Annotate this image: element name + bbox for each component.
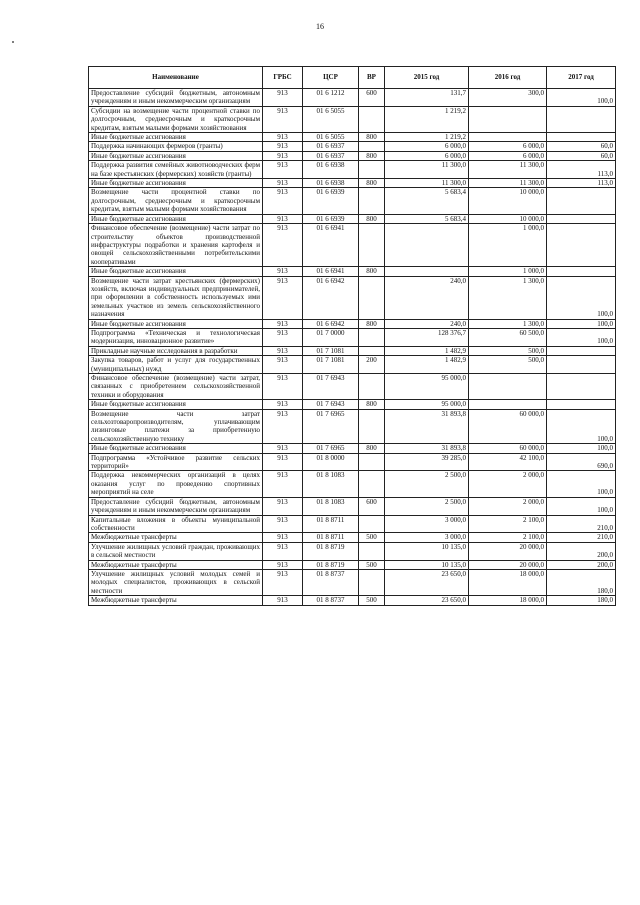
cell-name: Иные бюджетные ассигнования [89,214,263,223]
cell-2015: 128 376,7 [385,328,469,346]
cell-name: Возмещение части процентной ставки по долгосрочным, среднесрочным и краткосрочным кредитам, взятым малыми формами хозяйствования [89,188,263,214]
cell-2016: 2 100,0 [469,533,547,542]
cell-2016: 1 000,0 [469,267,547,276]
cell-2016: 300,0 [469,89,547,107]
cell-2017 [547,214,616,223]
cell-grbs: 913 [263,133,303,142]
cell-vr: 200 [359,356,385,374]
cell-csr: 01 6 1212 [303,89,359,107]
cell-csr: 01 6 6938 [303,161,359,179]
cell-vr: 500 [359,596,385,605]
table-row [89,497,616,515]
cell-name: Иные бюджетные ассигнования [89,444,263,453]
table-row [89,328,616,346]
header-2017: 2017 год [547,67,616,89]
cell-2016: 1 300,0 [469,319,547,328]
cell-csr: 01 6 6937 [303,142,359,151]
cell-csr: 01 7 6943 [303,374,359,400]
cell-2016 [469,106,547,132]
cell-2017: 100,0 [547,328,616,346]
cell-2016: 2 000,0 [469,471,547,497]
cell-grbs: 913 [263,106,303,132]
budget-table [88,66,616,606]
cell-2017 [547,374,616,400]
cell-2016: 60 000,0 [469,444,547,453]
cell-grbs: 913 [263,409,303,444]
cell-name: Межбюджетные трансферты [89,533,263,542]
cell-name: Прикладные научные исследования в разработки [89,346,263,355]
cell-2015 [385,267,469,276]
cell-name: Иные бюджетные ассигнования [89,133,263,142]
cell-2016: 11 300,0 [469,161,547,179]
table-row [89,319,616,328]
cell-grbs: 913 [263,400,303,409]
cell-csr: 01 6 6942 [303,276,359,319]
header-vr: ВР [359,67,385,89]
cell-2015: 240,0 [385,276,469,319]
cell-2017: 100,0 [547,444,616,453]
cell-2016: 6 000,0 [469,142,547,151]
cell-grbs: 913 [263,356,303,374]
cell-csr: 01 6 6939 [303,188,359,214]
cell-vr: 600 [359,497,385,515]
cell-2017 [547,400,616,409]
table-row [89,89,616,107]
cell-2016 [469,133,547,142]
cell-csr: 01 7 6965 [303,444,359,453]
cell-2015: 240,0 [385,319,469,328]
cell-2016: 60 000,0 [469,409,547,444]
cell-vr [359,106,385,132]
cell-name: Предоставление субсидий бюджетным, автономным учреждениям и иным некоммерческим организациям [89,497,263,515]
cell-2016: 500,0 [469,346,547,355]
cell-2017 [547,346,616,355]
cell-name: Иные бюджетные ассигнования [89,179,263,188]
cell-grbs: 913 [263,267,303,276]
cell-vr: 800 [359,133,385,142]
cell-2015: 11 300,0 [385,161,469,179]
cell-csr: 01 7 6943 [303,400,359,409]
cell-2016: 20 000,0 [469,560,547,569]
cell-grbs: 913 [263,444,303,453]
cell-csr: 01 7 0000 [303,328,359,346]
cell-vr [359,569,385,595]
cell-grbs: 913 [263,569,303,595]
cell-vr [359,471,385,497]
cell-vr [359,346,385,355]
cell-grbs: 913 [263,596,303,605]
cell-csr: 01 6 6941 [303,224,359,267]
header-grbs: ГРБС [263,67,303,89]
cell-2016: 10 000,0 [469,188,547,214]
cell-vr [359,188,385,214]
cell-2015: 23 650,0 [385,569,469,595]
cell-csr: 01 6 6941 [303,267,359,276]
cell-2015: 10 135,0 [385,560,469,569]
cell-csr: 01 8 1083 [303,497,359,515]
cell-2015: 31 893,8 [385,409,469,444]
cell-vr: 800 [359,179,385,188]
cell-2016: 1 000,0 [469,224,547,267]
cell-2016: 11 300,0 [469,179,547,188]
cell-2017: 180,0 [547,596,616,605]
cell-2017: 60,0 [547,151,616,160]
cell-vr [359,542,385,560]
cell-2015: 131,7 [385,89,469,107]
cell-grbs: 913 [263,151,303,160]
cell-grbs: 913 [263,346,303,355]
cell-name: Капитальные вложения в объекты муниципальной собственности [89,515,263,533]
cell-2015: 5 683,4 [385,214,469,223]
cell-vr: 800 [359,151,385,160]
header-2015: 2015 год [385,67,469,89]
cell-2017: 200,0 [547,560,616,569]
cell-2015: 95 000,0 [385,400,469,409]
cell-csr: 01 8 8719 [303,542,359,560]
cell-name: Возмещение части затрат крестьянских (фермерских) хозяйств, включая индивидуальных предпринимателей, при оформлении в собственность используемых ими земельных участков из земель сельскохозяйственного назначения [89,276,263,319]
cell-2015: 1 219,2 [385,133,469,142]
cell-vr [359,142,385,151]
cell-2017: 100,0 [547,276,616,319]
cell-2016: 18 000,0 [469,596,547,605]
cell-2017 [547,267,616,276]
cell-name: Иные бюджетные ассигнования [89,400,263,409]
cell-csr: 01 6 6937 [303,151,359,160]
cell-2017: 210,0 [547,515,616,533]
table-row [89,276,616,319]
cell-name: Субсидии на возмещение части процентной ставки по долгосрочным, среднесрочным и краткосрочным кредитам, взятым малыми формами хозяйствования [89,106,263,132]
cell-2016: 1 300,0 [469,276,547,319]
cell-vr: 500 [359,533,385,542]
scan-speck [12,41,14,43]
cell-2015: 1 482,9 [385,356,469,374]
cell-vr: 500 [359,560,385,569]
cell-2017: 100,0 [547,89,616,107]
table-row [89,161,616,179]
cell-2016: 20 000,0 [469,542,547,560]
table-row [89,560,616,569]
cell-2017: 210,0 [547,533,616,542]
cell-csr: 01 6 6939 [303,214,359,223]
cell-grbs: 913 [263,142,303,151]
cell-2017: 100,0 [547,319,616,328]
cell-2015: 2 500,0 [385,471,469,497]
cell-name: Иные бюджетные ассигнования [89,267,263,276]
table-row [89,188,616,214]
cell-2016: 6 000,0 [469,151,547,160]
table-row [89,224,616,267]
cell-grbs: 913 [263,497,303,515]
cell-grbs: 913 [263,374,303,400]
cell-vr: 800 [359,319,385,328]
cell-csr: 01 8 8711 [303,533,359,542]
cell-csr: 01 8 8737 [303,569,359,595]
table-row [89,453,616,471]
cell-vr [359,453,385,471]
cell-2016: 18 000,0 [469,569,547,595]
cell-2015: 23 650,0 [385,596,469,605]
cell-2017 [547,106,616,132]
cell-vr [359,161,385,179]
cell-grbs: 913 [263,89,303,107]
cell-vr [359,515,385,533]
cell-grbs: 913 [263,471,303,497]
cell-2017: 180,0 [547,569,616,595]
table-row [89,542,616,560]
cell-2015: 3 000,0 [385,533,469,542]
cell-vr [359,374,385,400]
table-row [89,106,616,132]
cell-name: Межбюджетные трансферты [89,560,263,569]
cell-vr [359,224,385,267]
cell-csr: 01 7 1081 [303,356,359,374]
table-row [89,133,616,142]
cell-2016 [469,374,547,400]
cell-grbs: 913 [263,224,303,267]
cell-csr: 01 8 0000 [303,453,359,471]
cell-2015: 10 135,0 [385,542,469,560]
cell-grbs: 913 [263,276,303,319]
table-row [89,346,616,355]
cell-name: Поддержка начинающих фермеров (гранты) [89,142,263,151]
cell-grbs: 913 [263,319,303,328]
table-row [89,374,616,400]
cell-2017: 113,0 [547,161,616,179]
cell-name: Улучшение жилищных условий молодых семей и молодых специалистов, проживающих в сельской местности [89,569,263,595]
cell-grbs: 913 [263,161,303,179]
cell-vr: 800 [359,267,385,276]
table-row [89,471,616,497]
header-name: Наименование [89,67,263,89]
table-row [89,533,616,542]
table-row [89,596,616,605]
cell-grbs: 913 [263,214,303,223]
cell-2017: 100,0 [547,409,616,444]
table-row [89,515,616,533]
table-row [89,356,616,374]
cell-2017: 100,0 [547,471,616,497]
table-row [89,569,616,595]
cell-name: Предоставление субсидий бюджетным, автономным учреждениям и иным некоммерческим организациям [89,89,263,107]
table-row [89,151,616,160]
cell-2015: 95 000,0 [385,374,469,400]
cell-2017 [547,356,616,374]
cell-csr: 01 8 8711 [303,515,359,533]
cell-grbs: 913 [263,533,303,542]
cell-csr: 01 6 6938 [303,179,359,188]
table-row [89,409,616,444]
cell-csr: 01 8 8719 [303,560,359,569]
cell-name: Возмещение части затрат сельхозтоваропроизводителям, уплачивающим лизинговые платежи за приобретенную сельскохозяйственную технику [89,409,263,444]
header-csr: ЦСР [303,67,359,89]
cell-vr [359,328,385,346]
cell-2016: 2 000,0 [469,497,547,515]
cell-vr: 800 [359,214,385,223]
cell-name: Финансовое обеспечение (возмещение) части затрат, связанных с приобретением сельскохозяйственной техники и оборудования [89,374,263,400]
table-row [89,179,616,188]
cell-2015: 6 000,0 [385,151,469,160]
cell-csr: 01 7 6965 [303,409,359,444]
table-row [89,142,616,151]
cell-2015: 5 683,4 [385,188,469,214]
cell-name: Поддержка развития семейных животноводческих ферм на базе крестьянских (фермерских) хозяйств (гранты) [89,161,263,179]
cell-2017 [547,224,616,267]
cell-2017: 100,0 [547,497,616,515]
table-row [89,444,616,453]
cell-2015: 31 893,8 [385,444,469,453]
cell-2016: 500,0 [469,356,547,374]
cell-2015: 39 285,0 [385,453,469,471]
cell-name: Улучшение жилищных условий граждан, проживающих в сельской местности [89,542,263,560]
cell-2015 [385,224,469,267]
cell-grbs: 913 [263,179,303,188]
cell-2016: 42 100,0 [469,453,547,471]
cell-2015: 2 500,0 [385,497,469,515]
cell-2015: 11 300,0 [385,179,469,188]
cell-vr: 600 [359,89,385,107]
cell-2016 [469,400,547,409]
cell-name: Финансовое обеспечение (возмещение) части затрат по строительству объектов производственной инфраструктуры подработки и хранения картофеля и овощей сельскохозяйственными потребительскими кооперативами [89,224,263,267]
table-row [89,214,616,223]
table-row [89,267,616,276]
cell-vr: 800 [359,400,385,409]
cell-grbs: 913 [263,453,303,471]
table-row [89,400,616,409]
cell-name: Межбюджетные трансферты [89,596,263,605]
cell-name: Иные бюджетные ассигнования [89,151,263,160]
cell-csr: 01 6 6942 [303,319,359,328]
cell-grbs: 913 [263,542,303,560]
cell-name: Закупка товаров, работ и услуг для государственных (муниципальных) нужд [89,356,263,374]
cell-csr: 01 8 8737 [303,596,359,605]
cell-2017: 200,0 [547,542,616,560]
cell-2017: 113,0 [547,179,616,188]
cell-csr: 01 6 5055 [303,106,359,132]
header-row [89,67,616,89]
cell-2017 [547,188,616,214]
cell-2015: 1 219,2 [385,106,469,132]
cell-vr [359,276,385,319]
header-2016: 2016 год [469,67,547,89]
cell-name: Подпрограмма «Устойчивое развитие сельских территорий» [89,453,263,471]
cell-2016: 60 500,0 [469,328,547,346]
cell-csr: 01 8 1083 [303,471,359,497]
cell-vr [359,409,385,444]
cell-csr: 01 6 5055 [303,133,359,142]
cell-grbs: 913 [263,328,303,346]
cell-2015: 1 482,9 [385,346,469,355]
cell-name: Подпрограмма «Техническая и технологическая модернизация, инновационное развитие» [89,328,263,346]
page-number: 16 [316,22,324,31]
cell-grbs: 913 [263,188,303,214]
cell-csr: 01 7 1081 [303,346,359,355]
cell-2017: 60,0 [547,142,616,151]
cell-2017: 690,0 [547,453,616,471]
cell-2015: 6 000,0 [385,142,469,151]
cell-vr: 800 [359,444,385,453]
cell-2016: 10 000,0 [469,214,547,223]
cell-2016: 2 100,0 [469,515,547,533]
cell-2017 [547,133,616,142]
cell-grbs: 913 [263,560,303,569]
cell-name: Поддержка некоммерческих организаций в целях оказания услуг по проведению спортивных мероприятий на селе [89,471,263,497]
cell-2015: 3 000,0 [385,515,469,533]
cell-name: Иные бюджетные ассигнования [89,319,263,328]
cell-grbs: 913 [263,515,303,533]
